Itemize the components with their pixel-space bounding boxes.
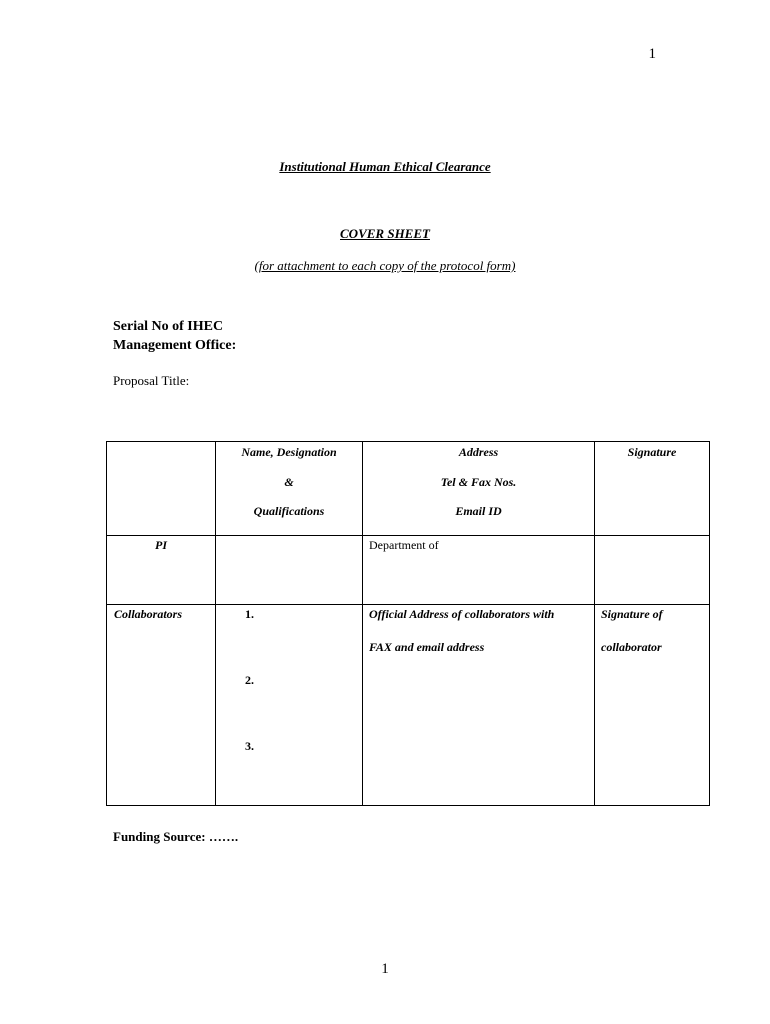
pi-signature-cell — [595, 536, 710, 605]
pi-department-cell: Department of — [363, 536, 595, 605]
collaborator-number-1: 1. — [245, 607, 254, 621]
serial-line-1: Serial No of IHEC — [113, 319, 224, 334]
header-address — [363, 442, 595, 536]
collaborators-signature-cell — [595, 605, 710, 806]
serial-number-label — [113, 317, 236, 355]
header-address-line-2: Tel & Fax Nos. — [440, 474, 517, 489]
collaborators-numbers-cell — [216, 605, 363, 806]
cover-sheet-table — [106, 441, 710, 806]
header-empty-cell — [107, 442, 216, 536]
header-name-line-1: Name, Designation — [241, 445, 337, 459]
table-row-collaborators — [107, 605, 710, 806]
header-name-line-3: Qualifications — [253, 504, 325, 518]
collaborators-address-line-2: FAX and email address — [369, 640, 485, 654]
header-address-line-3: Email ID — [455, 504, 502, 518]
collaborator-number-2: 2. — [245, 673, 254, 687]
header-signature-text: Signature — [627, 445, 677, 459]
document-title: Institutional Human Ethical Clearance — [279, 159, 491, 174]
funding-source-label: Funding Source: ……. — [113, 829, 239, 844]
table-header-row — [107, 442, 710, 536]
pi-label: PI — [107, 536, 216, 605]
header-address-line-1: Address — [458, 445, 499, 459]
page-number-top: 1 — [648, 46, 656, 62]
collaborator-number-3: 3. — [245, 739, 254, 753]
collaborators-signature-line-2: collaborator — [601, 640, 662, 654]
cover-sheet-subtitle: (for attachment to each copy of the protocol form) — [254, 258, 516, 273]
collaborators-label: Collaborators — [107, 605, 216, 806]
header-name-line-2: & — [284, 474, 294, 489]
collaborators-signature-line-1: Signature of — [601, 607, 663, 621]
header-signature — [595, 442, 710, 536]
cover-sheet-heading: COVER SHEET — [340, 226, 430, 241]
proposal-title-label: Proposal Title: — [113, 373, 190, 388]
serial-line-2: Management Office: — [113, 338, 237, 353]
table-row-pi — [107, 536, 710, 605]
pi-name-cell — [216, 536, 363, 605]
collaborators-address-line-1: Official Address of collaborators with — [369, 607, 555, 621]
page-number-bottom: 1 — [381, 961, 389, 977]
header-name-designation — [216, 442, 363, 536]
collaborators-address-cell — [363, 605, 595, 806]
